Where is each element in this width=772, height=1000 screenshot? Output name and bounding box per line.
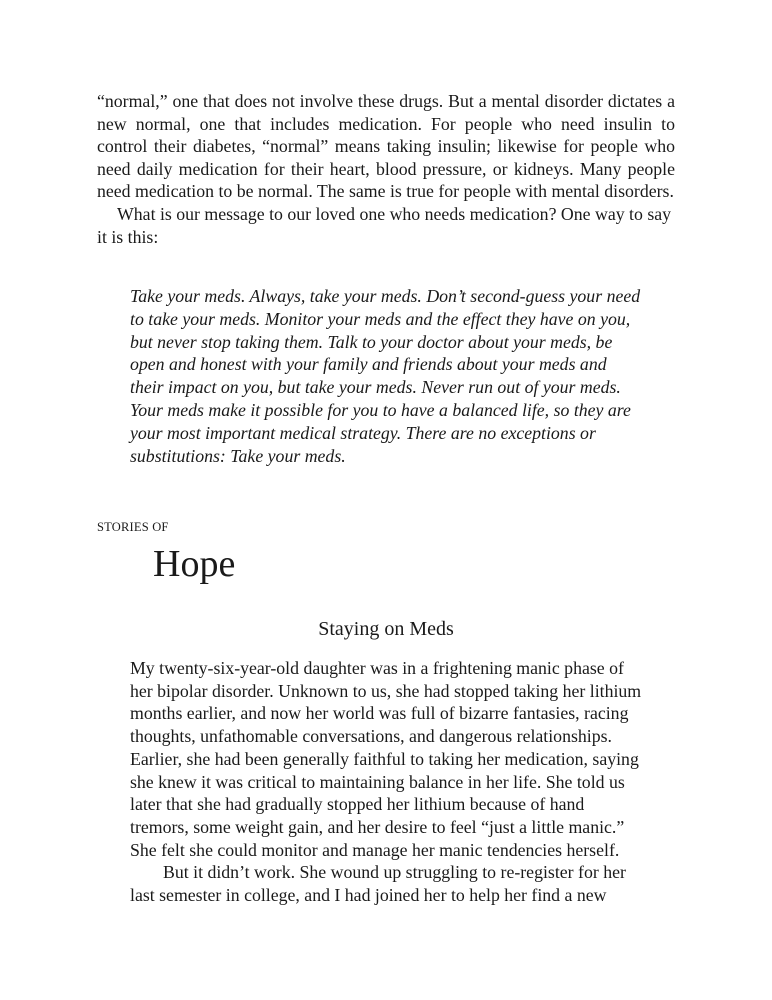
story-line: tremors, some weight gain, and her desire to feel “just a little manic.” bbox=[130, 816, 625, 837]
story-text bbox=[130, 657, 690, 907]
story-line: she knew it was critical to maintaining balance in her life. She told us bbox=[130, 771, 625, 792]
story-line: Earlier, she had been generally faithful to taking her medication, saying bbox=[130, 748, 639, 769]
block-quote bbox=[130, 285, 690, 467]
story-line: But it didn’t work. She wound up struggling to re-register for her bbox=[163, 862, 626, 883]
intro-paragraph: What is our message to our loved one who needs medication? One way to say it is this: bbox=[97, 203, 672, 247]
story-title: Staying on Meds bbox=[318, 618, 454, 640]
intro-paragraph: “normal,” one that does not involve these drugs. But a mental disorder dictates a new normal, one that includes medication. For people who need insulin to control their diabetes, “normal” means taking insulin; likewise for people who need daily medication for their heart, blood pressure, or kidneys. Many people need medication to be normal. The same is true for people with mental disorders. bbox=[97, 91, 675, 202]
story-line: months earlier, and now her world was full of bizarre fantasies, racing bbox=[130, 703, 629, 724]
quote-line: their impact on you, but take your meds. Never run out of your meds. bbox=[130, 377, 621, 398]
story-line: last semester in college, and I had joined her to help her find a new bbox=[130, 885, 607, 906]
quote-line: your most important medical strategy. There are no exceptions or bbox=[130, 422, 596, 443]
story-line: later that she had gradually stopped her lithium because of hand bbox=[130, 794, 585, 815]
quote-line: open and honest with your family and friends about your meds and bbox=[130, 354, 607, 375]
quote-line: Your meds make it possible for you to have a balanced life, so they are bbox=[130, 399, 631, 420]
quote-line: to take your meds. Monitor your meds and the effect they have on you, bbox=[130, 308, 631, 329]
story-line: her bipolar disorder. Unknown to us, she had stopped taking her lithium bbox=[130, 680, 642, 701]
intro-text bbox=[97, 90, 675, 248]
story-line: thoughts, unfathomable conversations, and dangerous relationships. bbox=[130, 726, 612, 747]
quote-line: Take your meds. Always, take your meds. Don’t second-guess your need bbox=[130, 286, 641, 306]
story-line: She felt she could monitor and manage her manic tendencies herself. bbox=[130, 839, 620, 860]
section-label: STORIES OF bbox=[97, 520, 169, 534]
story-line: My twenty-six-year-old daughter was in a frightening manic phase of bbox=[130, 658, 624, 678]
quote-line: substitutions: Take your meds. bbox=[130, 445, 346, 466]
quote-line: but never stop taking them. Talk to your doctor about your meds, be bbox=[130, 331, 613, 352]
section-title: Hope bbox=[153, 543, 236, 585]
